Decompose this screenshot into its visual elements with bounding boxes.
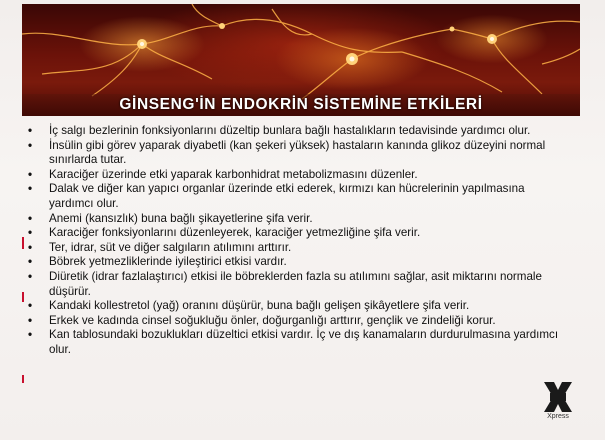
- xpress-logo: [538, 380, 578, 428]
- list-item-text: Kan tablosundaki bozuklukları düzeltici etkisi vardır. İç ve dış kanamaların durdurulmasına yardımcı olur.: [49, 328, 559, 356]
- list-item-text: İç salgı bezlerinin fonksiyonlarını düzeltip bunlara bağlı hastalıkların tedavisinde yardımcı olur.: [49, 124, 531, 137]
- bullet: •: [28, 182, 33, 196]
- bullet: •: [28, 299, 33, 313]
- list-item-text: Karaciğer fonksiyonlarını düzenleyerek, karaciğer yetmezliğine şifa verir.: [49, 226, 421, 240]
- bullet: •: [28, 138, 33, 152]
- title-bar: [22, 94, 580, 116]
- header-banner: [22, 4, 580, 116]
- list-item-text: Diüretik (idrar fazlalaştırıcı) etkisi ile böbreklerden fazla su atılımını sağlar, asit miktarını normale düşürür.: [49, 269, 542, 298]
- list-item-text: Böbrek yetmezliklerinde iyileştirici etkisi vardır.: [49, 255, 287, 269]
- list-item-text: Kandaki kollestretol (yağ) oranını düşürür, buna bağlı gelişen şikâyetlere şifa verir.: [49, 299, 470, 313]
- bullet: •: [28, 313, 33, 327]
- edge-mark: [22, 375, 24, 383]
- bullet: •: [28, 211, 33, 225]
- page-title: GİNSENG'İN ENDOKRİN SİSTEMİNE ETKİLERİ: [119, 96, 483, 113]
- list-item-text: İnsülin gibi görev yaparak diyabetli (kan şekeri yüksek) hastaların kanında glikoz düzeyini normal sınırlarda tutar.: [49, 138, 546, 167]
- edge-mark: [22, 292, 24, 302]
- list-item: [28, 182, 568, 211]
- list-item: [28, 212, 568, 227]
- list-item-text: Anemi (kansızlık) buna bağlı şikayetlerine şifa verir.: [49, 211, 313, 225]
- list-item: [28, 168, 568, 183]
- bullet: •: [28, 269, 33, 283]
- bullet: •: [28, 255, 33, 269]
- list-item: [28, 139, 568, 168]
- list-item-text: Ter, idrar, süt ve diğer salgıların atılımını arttırır.: [49, 240, 292, 254]
- list-item-text: Karaciğer üzerinde etki yaparak karbonhidrat metabolizmasını düzenler.: [49, 167, 418, 181]
- bullet: •: [28, 240, 33, 254]
- list-item: [28, 255, 568, 270]
- bullet: •: [28, 124, 33, 137]
- list-item: [28, 124, 568, 139]
- bullet: •: [28, 167, 33, 181]
- bullet: •: [28, 226, 33, 240]
- list-item: [28, 226, 568, 241]
- list-item-text: Dalak ve diğer kan yapıcı organlar üzerinde etki ederek, kırmızı kan hücrelerinin yapılmasına yardımcı olur.: [49, 182, 525, 210]
- list-item: [28, 299, 568, 314]
- list-item: [28, 241, 568, 256]
- list-item: [28, 328, 568, 357]
- list-item: [28, 314, 568, 329]
- logo-text: Xpress: [547, 413, 569, 420]
- x-logo-icon: [538, 380, 578, 414]
- effects-list: [28, 124, 568, 358]
- edge-mark: [22, 237, 24, 249]
- list-item: [28, 270, 568, 299]
- list-item-text: Erkek ve kadında cinsel soğukluğu önler, doğurganlığı arttırır, gençlik ve zindeliği korur.: [49, 313, 496, 327]
- bullet: •: [28, 328, 33, 342]
